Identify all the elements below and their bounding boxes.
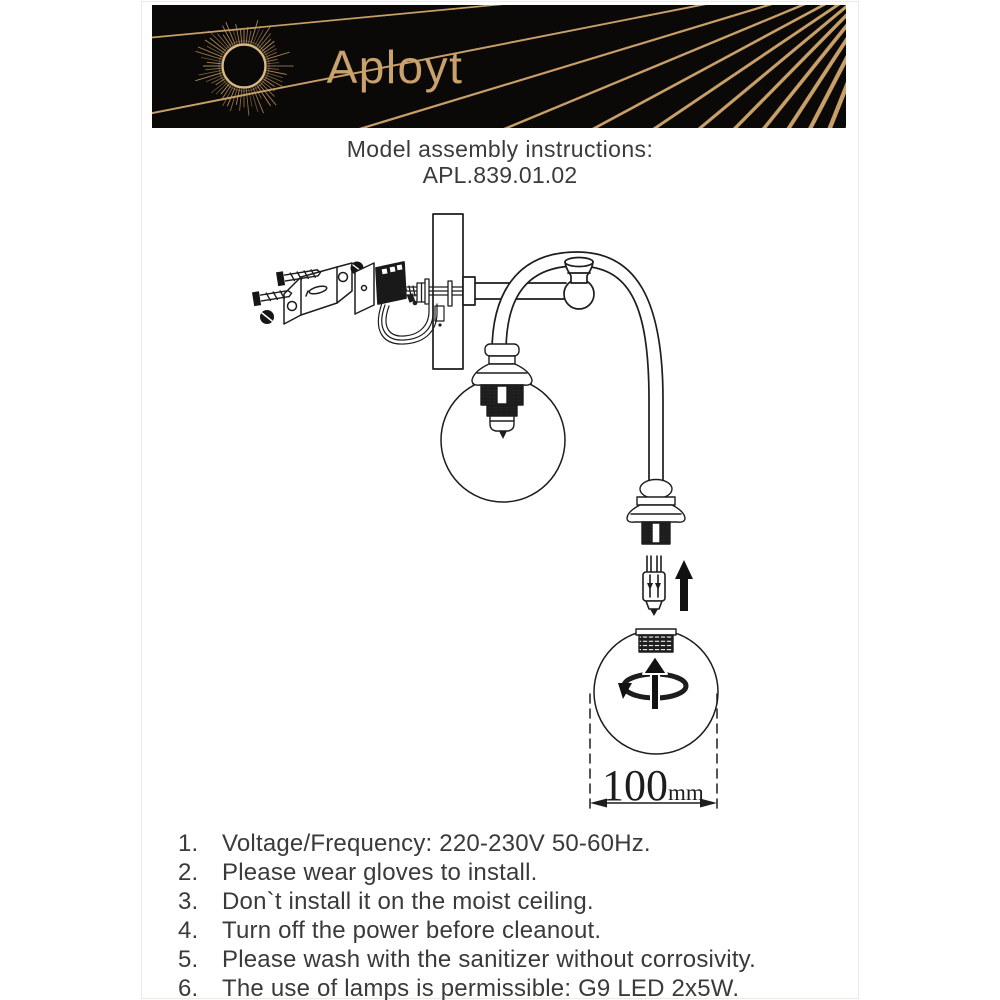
- instruction-item: [178, 887, 878, 916]
- lamp-socket-arm: [627, 480, 685, 545]
- instruction-item: [178, 858, 878, 887]
- dimension-label: 100mm: [602, 761, 704, 810]
- wires: [378, 303, 437, 344]
- globe-rotation-diagram: [594, 629, 718, 754]
- instruction-item: [178, 916, 878, 945]
- page-title: Model assembly instructions:: [346, 136, 654, 162]
- brand-logo-text: Aployt: [326, 41, 464, 93]
- wall-plate: [355, 263, 374, 314]
- joint-knob: [565, 258, 593, 284]
- instruction-number: 5.: [178, 946, 199, 973]
- instruction-text: Voltage/Frequency: 220-230V 50-60Hz.: [222, 830, 651, 857]
- instruction-text: Don`t install it on the moist ceiling.: [222, 888, 594, 915]
- instruction-text: Please wear gloves to install.: [222, 859, 538, 886]
- instruction-text: Please wash with the sanitizer without corrosivity.: [222, 946, 756, 973]
- wall-bracket: [284, 263, 352, 324]
- insert-arrow-icon: [675, 560, 693, 611]
- instruction-item: [178, 974, 878, 1000]
- instruction-number: 1.: [178, 830, 199, 857]
- instruction-number: 6.: [178, 975, 199, 1000]
- instruction-number: 4.: [178, 917, 199, 944]
- instruction-number: 2.: [178, 859, 199, 886]
- instruction-list: [178, 829, 878, 1000]
- g9-bulb: [643, 556, 665, 616]
- instruction-item: [178, 829, 878, 858]
- instruction-item: [178, 945, 878, 974]
- terminal-block: [376, 262, 417, 305]
- instruction-text: The use of lamps is permissible: G9 LED 2x5W.: [222, 975, 740, 1000]
- instruction-number: 3.: [178, 888, 199, 915]
- model-number: APL.839.01.02: [422, 162, 578, 188]
- ball-joint: [564, 258, 594, 310]
- instruction-text: Turn off the power before cleanout.: [222, 917, 602, 944]
